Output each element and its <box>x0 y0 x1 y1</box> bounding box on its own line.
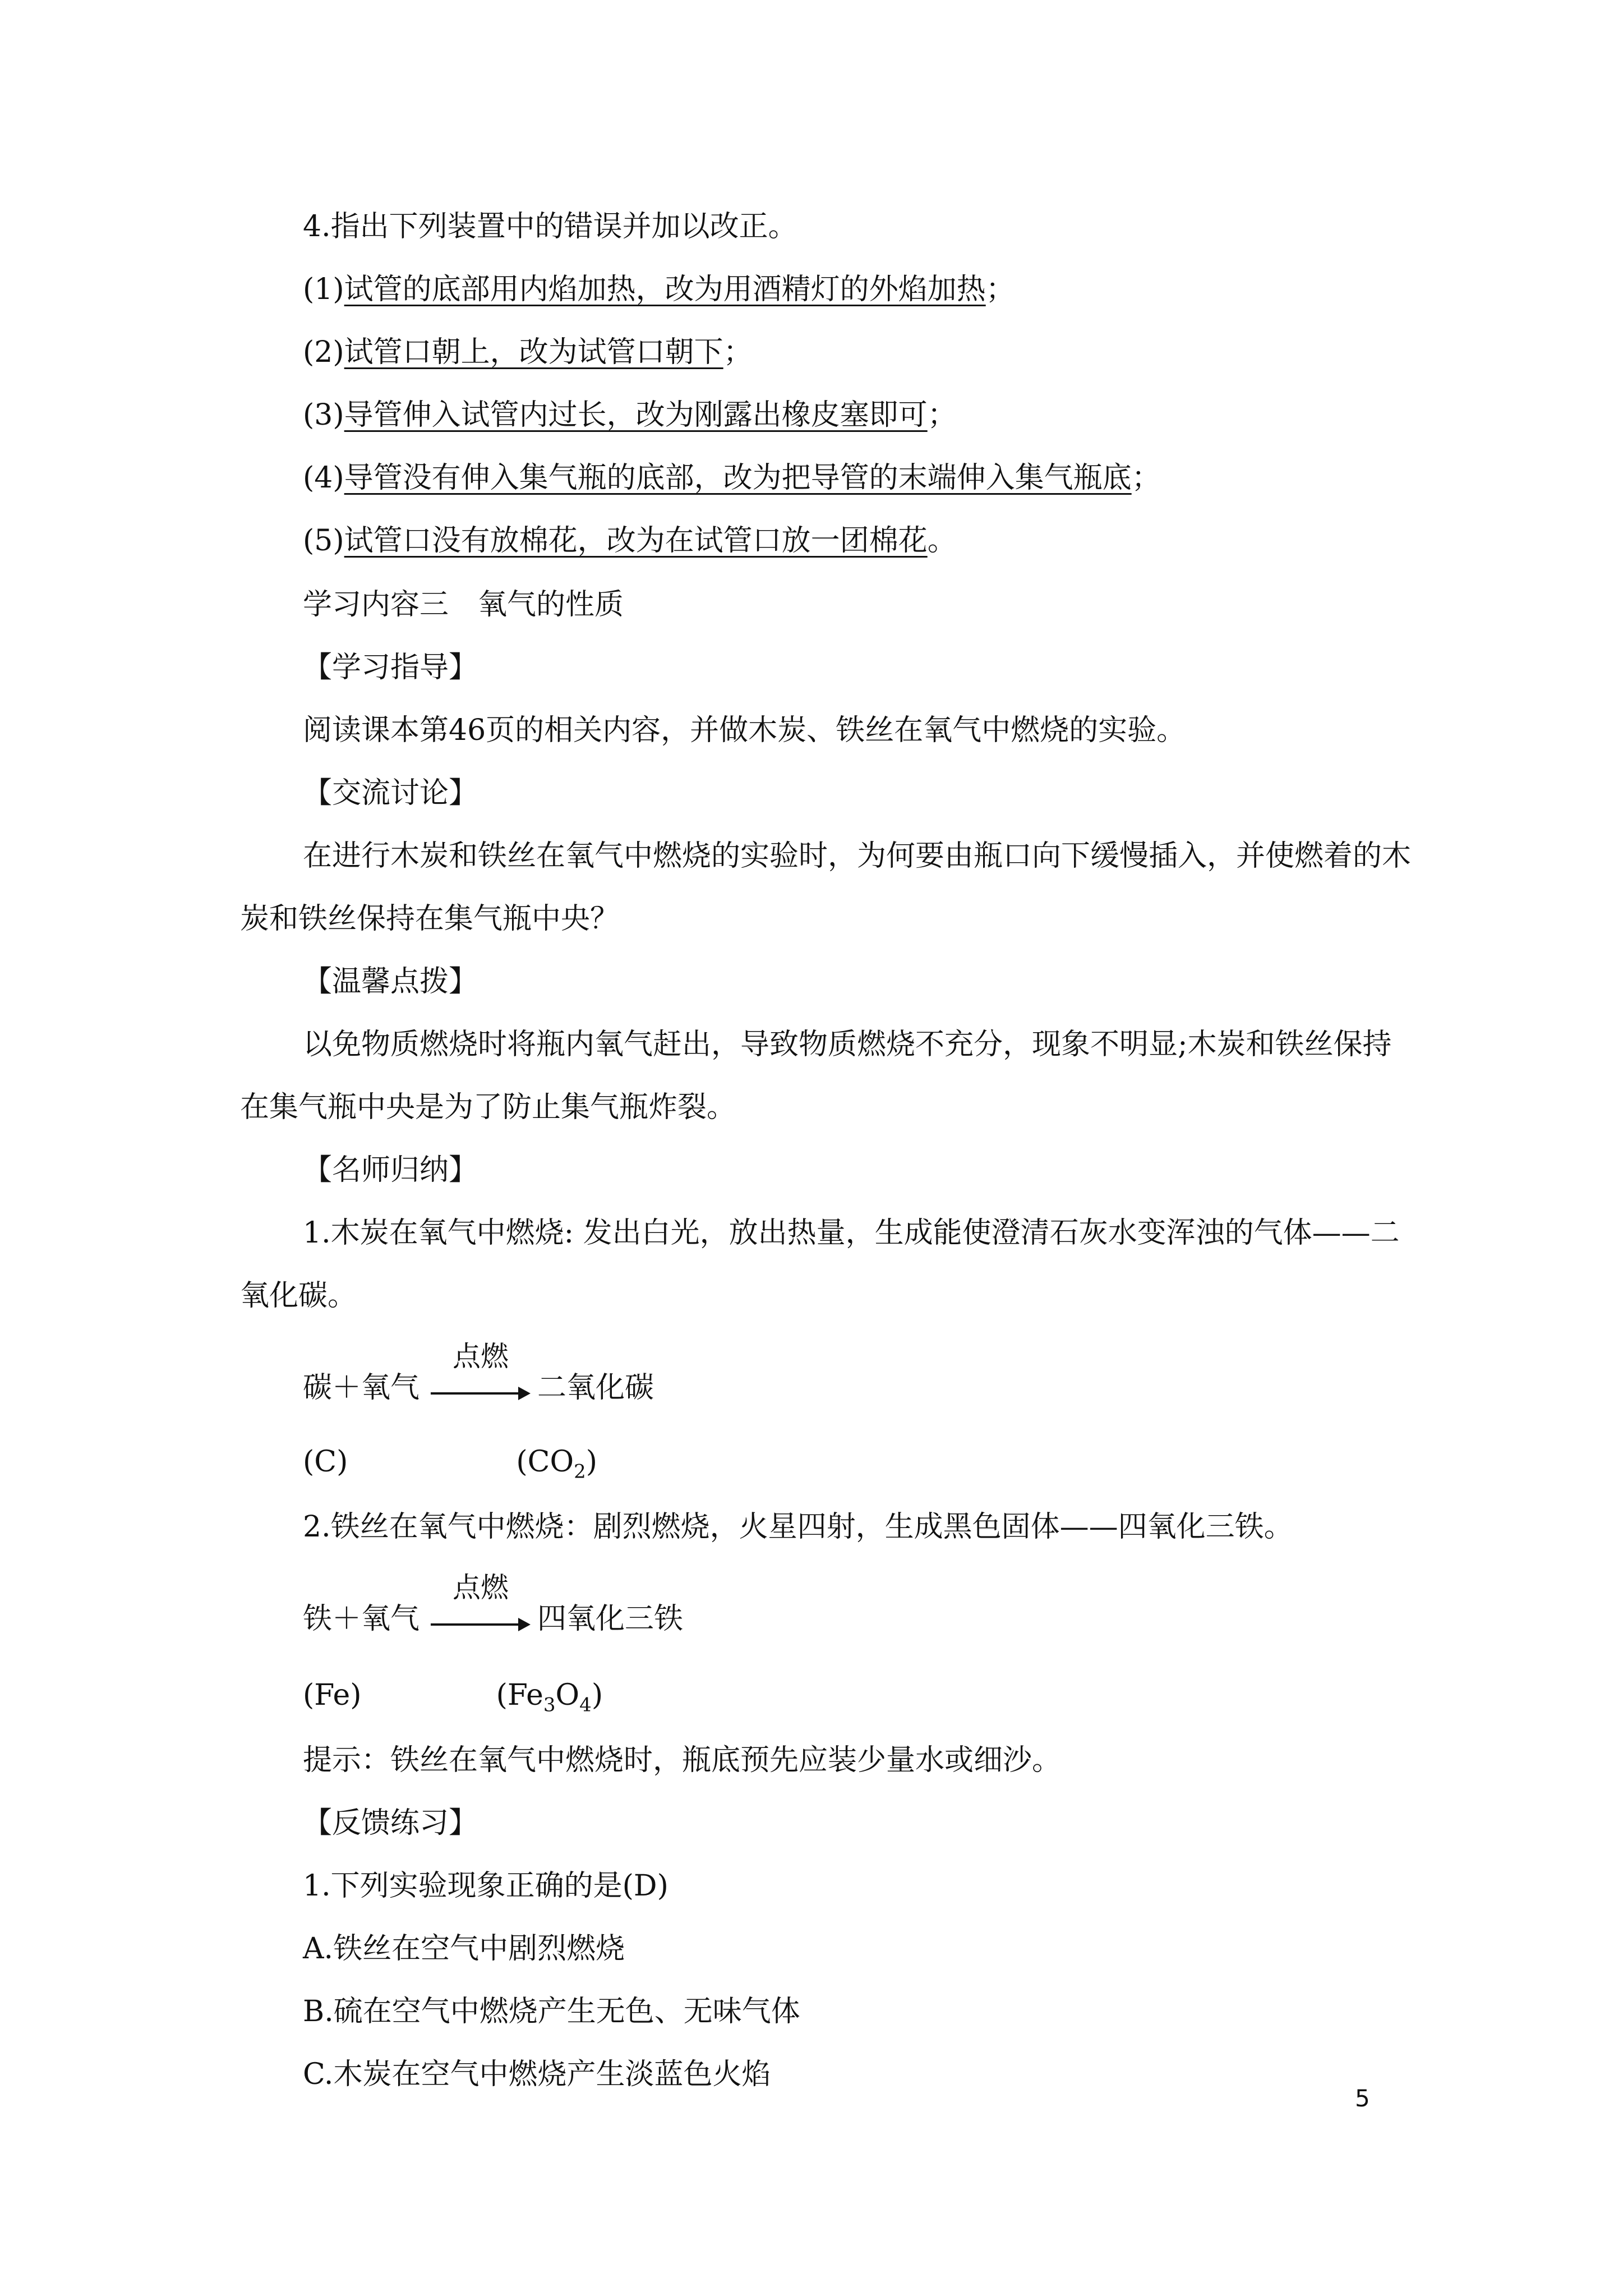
discuss-heading: 【交流讨论】 <box>303 776 478 810</box>
option-b: B.硫在空气中燃烧产生无色、无味气体 <box>303 1995 800 2028</box>
equation-iron <box>303 1571 684 1637</box>
symbol-c: (C) <box>303 1445 348 1479</box>
symbol-fe3o4: $(Fe_3O_4)$ <box>496 1678 603 1717</box>
equation-carbon-reactants: 碳＋氧气 <box>303 1371 420 1405</box>
discuss-text-line-2: 炭和铁丝保持在集气瓶中央？ <box>240 902 620 936</box>
tip-text-line-1: 以免物质燃烧时将瓶内氧气赶出，导致物质燃烧不充分，现象不明显;木炭和铁丝保持 <box>303 1028 1392 1061</box>
page-number: 5 <box>1355 2085 1370 2112</box>
q4-item-4 <box>303 460 1161 496</box>
summary-1-line-2: 氧化碳。 <box>240 1279 357 1313</box>
equation-carbon-product: 二氧化碳 <box>537 1371 654 1405</box>
guide-heading: 【学习指导】 <box>303 651 478 684</box>
symbol-fe: (Fe) <box>303 1678 362 1712</box>
reaction-arrow-icon <box>427 1571 534 1637</box>
reaction-condition: 点燃 <box>453 1571 509 1604</box>
q4-title: 4.指出下列装置中的错误并加以改正。 <box>303 210 797 243</box>
q4-item-5-prefix: (5) <box>303 524 344 558</box>
equation-iron-reactants: 铁＋氧气 <box>303 1602 420 1636</box>
feedback-question-1: 1.下列实验现象正确的是(D) <box>303 1869 668 1903</box>
q4-item-2 <box>303 334 753 370</box>
q4-item-1-prefix: (1) <box>303 273 344 306</box>
discuss-text-line-1: 在进行木炭和铁丝在氧气中燃烧的实验时，为何要由瓶口向下缓慢插入，并使燃着的木 <box>303 839 1412 873</box>
q4-item-3-answer: 导管伸入试管内过长，改为刚露出橡皮塞即可 <box>344 398 928 432</box>
q4-item-2-suffix: ； <box>723 335 753 369</box>
summary-1-line-1: 1.木炭在氧气中燃烧: 发出白光，放出热量，生成能使澄清石灰水变浑浊的气体——二 <box>303 1216 1400 1250</box>
tip-text-line-2: 在集气瓶中央是为了防止集气瓶炸裂。 <box>240 1091 736 1124</box>
equation-carbon-symbols <box>303 1444 597 1489</box>
equation-carbon <box>303 1340 654 1406</box>
reaction-condition: 点燃 <box>453 1340 509 1373</box>
q4-item-5-suffix: 。 <box>927 524 957 558</box>
q4-item-3-suffix: ； <box>927 398 957 432</box>
tip-heading: 【温馨点拨】 <box>303 965 478 999</box>
summary-2: 2.铁丝在氧气中燃烧：剧烈燃烧，火星四射，生成黑色固体——四氧化三铁。 <box>303 1510 1293 1544</box>
q4-item-1 <box>303 272 1015 307</box>
q4-item-1-suffix: ； <box>985 273 1015 306</box>
section-title: 学习内容三 氧气的性质 <box>303 588 624 622</box>
q4-item-5-answer: 试管口没有放棉花，改为在试管口放一团棉花 <box>344 524 928 558</box>
q4-item-4-prefix: (4) <box>303 461 344 495</box>
q4-item-5 <box>303 523 957 559</box>
feedback-heading: 【反馈练习】 <box>303 1806 478 1840</box>
option-a: A.铁丝在空气中剧烈燃烧 <box>303 1932 625 1966</box>
reaction-arrow-icon <box>427 1340 534 1406</box>
symbol-co2: $(CO_2)$ <box>516 1445 598 1483</box>
q4-item-3 <box>303 397 957 433</box>
hint-text: 提示：铁丝在氧气中燃烧时，瓶底预先应装少量水或细沙。 <box>303 1743 1062 1777</box>
q4-item-3-prefix: (3) <box>303 398 344 432</box>
equation-iron-product: 四氧化三铁 <box>537 1602 684 1636</box>
guide-text: 阅读课本第46页的相关内容，并做木炭、铁丝在氧气中燃烧的实验。 <box>303 714 1186 747</box>
q4-item-4-answer: 导管没有伸入集气瓶的底部，改为把导管的末端伸入集气瓶底 <box>344 461 1132 495</box>
q4-item-4-suffix: ； <box>1131 461 1161 495</box>
option-c: C.木炭在空气中燃烧产生淡蓝色火焰 <box>303 2058 771 2091</box>
q4-item-2-answer: 试管口朝上，改为试管口朝下 <box>344 335 723 369</box>
summary-heading: 【名师归纳】 <box>303 1153 478 1187</box>
q4-item-2-prefix: (2) <box>303 335 344 369</box>
equation-iron-symbols <box>303 1677 603 1723</box>
q4-item-1-answer: 试管的底部用内焰加热，改为用酒精灯的外焰加热 <box>344 273 986 306</box>
